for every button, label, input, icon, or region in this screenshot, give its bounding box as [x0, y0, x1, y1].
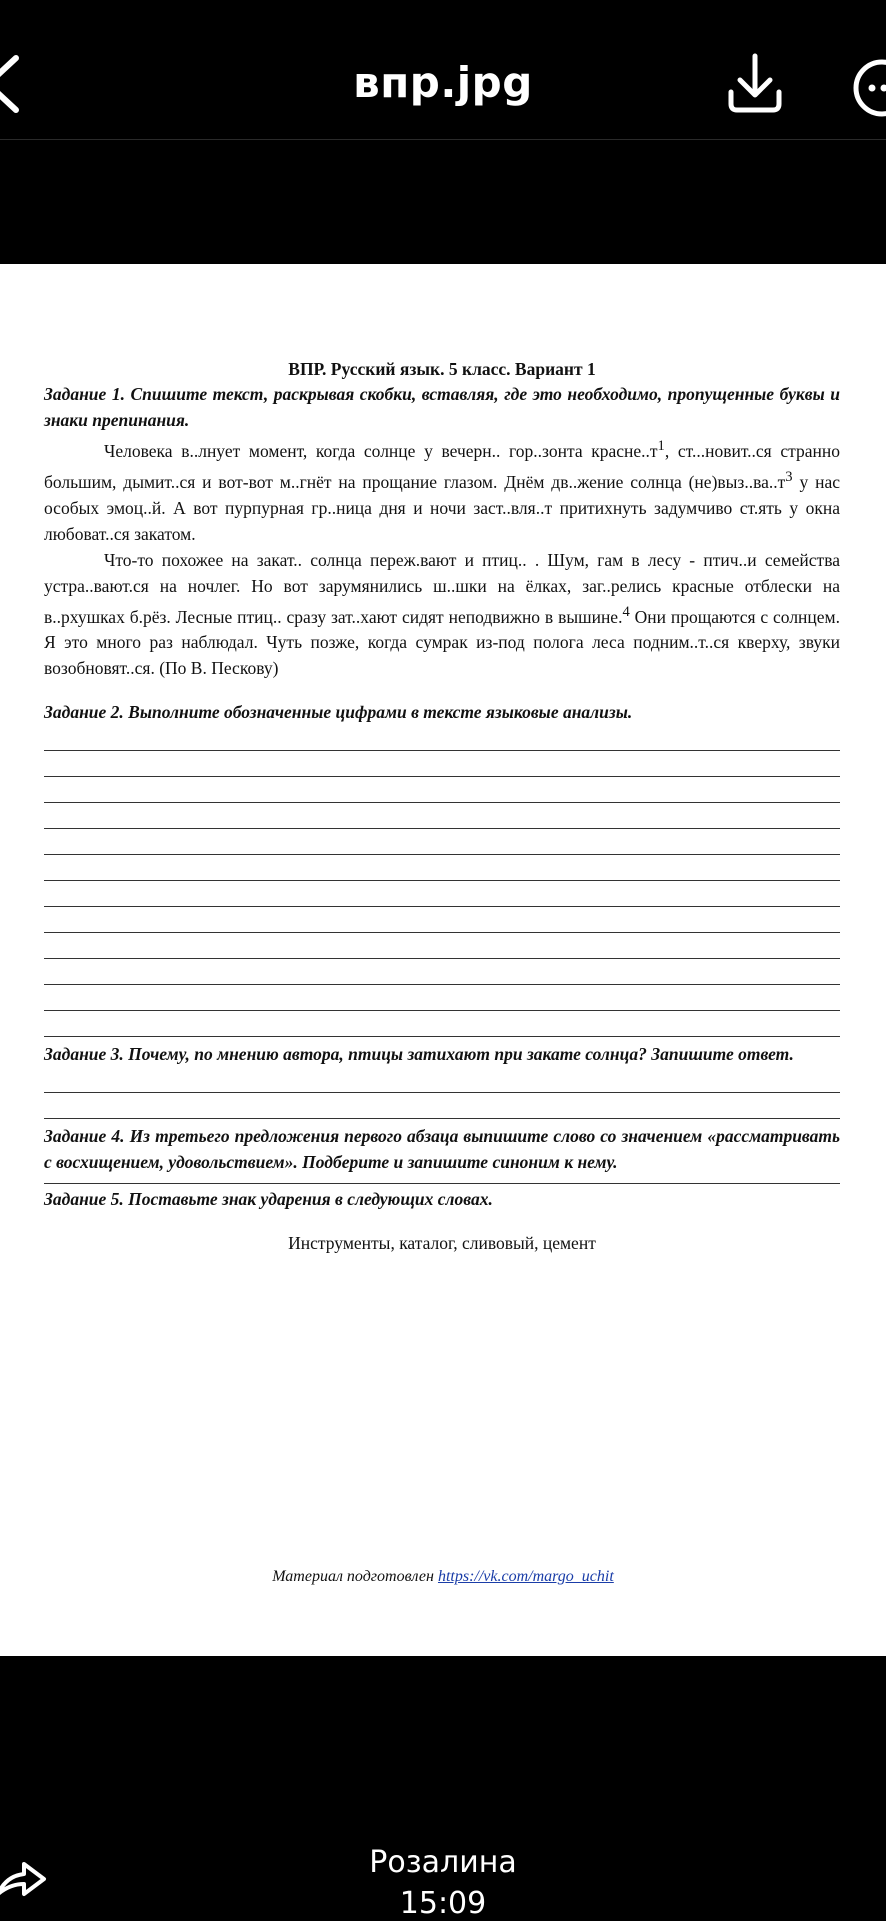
task-1: Задание 1. Спишите текст, раскрывая скобки, вставляя, где это необходимо, пропущенные буквы и знаки препинания. [44, 381, 840, 433]
answer-line [44, 959, 840, 985]
paragraph-1-part-b: , ст...новит..ся странно большим, дымит..ся и вот-вот м..гнёт на прощание глазом. Днём дв..жение солнца (не)выз..ва..т [44, 441, 840, 492]
paragraph-2 [44, 547, 840, 682]
paragraph-1 [44, 433, 840, 547]
answer-line [44, 751, 840, 777]
viewer-header [0, 0, 886, 140]
footnote-3: 3 [785, 469, 792, 485]
task-5: Задание 5. Поставьте знак ударения в следующих словах. [44, 1186, 840, 1212]
document-image[interactable] [0, 264, 886, 1656]
stress-words: Инструменты, каталог, сливовый, цемент [44, 1230, 840, 1256]
answer-line [44, 1011, 840, 1037]
answer-line [44, 985, 840, 1011]
answer-line [44, 1093, 840, 1119]
task-4: Задание 4. Из третьего предложения первого абзаца выпишите слово со значением «рассматривать с восхищением, удовольствием». Подберите и запишите синоним к нему. [44, 1123, 840, 1175]
answer-line [44, 1067, 840, 1093]
footer-prefix: Материал подготовлен [272, 1568, 438, 1585]
answer-line [44, 907, 840, 933]
paragraph-2-part-b: Они прощаются с солнцем. Я это много раз наблюдал. Чуть позже, когда сумрак из-под полога леса подним..т..ся кверху, звуки возобновят..ся. (По В. Пескову) [44, 606, 840, 678]
paragraph-2-part-a: Что-то похожее на закат.. солнца переж.вают и птиц.. . Шум, гам в лесу - птич..и семейства устра..вают.ся на ночлег. Но вот зарумянились ш..шки на ёлках, заг..релись красные отблески на в..рхушках б.рёз. Лесные птиц.. сразу зат..хают сидят неподвижно в вышине. [44, 550, 840, 627]
document-content [44, 357, 840, 1256]
footnote-1: 1 [658, 438, 665, 454]
paragraph-1-part-a: Человека в..лнует момент, когда солнце у вечерн.. гор..зонта красне..т [104, 441, 658, 461]
paragraph-1-part-c: у нас особых эмоц..й. А вот пурпурная гр..ница дня и ночи заст..вля..т притихнуть задумчиво ст.ять у окна любоват..ся закатом. [44, 472, 840, 544]
document-footer [0, 1568, 886, 1586]
message-time: 15:09 [0, 1886, 886, 1921]
header-divider [0, 139, 886, 140]
more-icon[interactable] [852, 58, 886, 118]
answer-line [44, 777, 840, 803]
task-3: Задание 3. Почему, по мнению автора, птицы затихают при закате солнца? Запишите ответ. [44, 1041, 840, 1067]
answer-line [44, 1175, 840, 1184]
message-info-bar [0, 1656, 886, 1920]
download-icon[interactable] [726, 52, 784, 116]
footnote-4: 4 [622, 604, 629, 620]
file-title: впр.jpg [0, 58, 886, 107]
task-2: Задание 2. Выполните обозначенные цифрами в тексте языковые анализы. [44, 699, 840, 725]
document-heading: ВПР. Русский язык. 5 класс. Вариант 1 [44, 357, 840, 381]
footer-link[interactable]: https://vk.com/margo_uchit [438, 1568, 614, 1585]
answer-line [44, 803, 840, 829]
answer-line [44, 725, 840, 751]
answer-lines-task-2 [44, 725, 840, 1037]
answer-line [44, 855, 840, 881]
answer-line [44, 881, 840, 907]
sender-name: Розалина [0, 1845, 886, 1880]
answer-line [44, 829, 840, 855]
answer-line [44, 933, 840, 959]
